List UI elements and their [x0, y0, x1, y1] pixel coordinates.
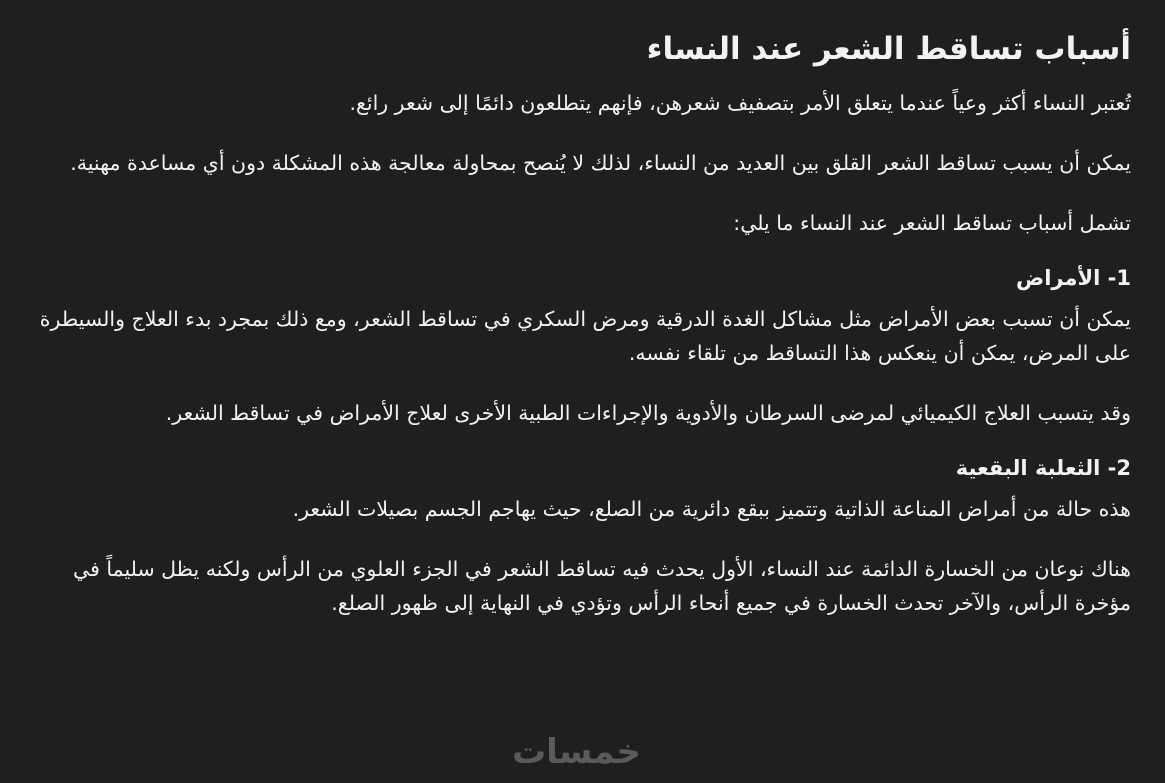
section-heading: 2- الثعلبة البقعية	[955, 456, 1131, 480]
watermark-logo: خمسات	[512, 732, 641, 772]
article-title: أسباب تساقط الشعر عند النساء	[646, 31, 1131, 67]
article	[39, 26, 1131, 646]
intro-paragraph: تُعتبر النساء أكثر وعياً عندما يتعلق الأمر بتصفيف شعرهن، فإنهم يتطلعون دائمًا إلى شعر رائع.	[349, 91, 1131, 115]
section-paragraph: يمكن أن تسبب بعض الأمراض مثل مشاكل الغدة الدرقية ومرض السكري في تساقط الشعر، ومع ذلك بمجرد بدء العلاج والسيطرة على المرض، يمكن أن ينعكس هذا التساقط من تلقاء نفسه.	[39, 307, 1131, 365]
section-paragraph: هناك نوعان من الخسارة الدائمة عند النساء، الأول يحدث فيه تساقط الشعر في الجزء العلوي من الرأس ولكنه يظل سليماً في مؤخرة الرأس، والآخر تحدث الخسارة في جميع أنحاء الرأس وتؤدي في النهاية إلى ظهور الصلع.	[72, 557, 1131, 615]
intro-paragraph: يمكن أن يسبب تساقط الشعر القلق بين العديد من النساء، لذلك لا يُنصح بمحاولة معالجة هذه المشكلة دون أي مساعدة مهنية.	[70, 151, 1131, 175]
section-paragraph: وقد يتسبب العلاج الكيميائي لمرضى السرطان والأدوية والإجراءات الطبية الأخرى لعلاج الأمراض في تساقط الشعر.	[165, 401, 1131, 425]
intro-paragraph: تشمل أسباب تساقط الشعر عند النساء ما يلي:	[733, 211, 1131, 235]
section-paragraph: هذه حالة من أمراض المناعة الذاتية وتتميز ببقع دائرية من الصلع، حيث يهاجم الجسم بصيلات الشعر.	[292, 497, 1131, 521]
section-heading: 1- الأمراض	[1015, 266, 1131, 290]
